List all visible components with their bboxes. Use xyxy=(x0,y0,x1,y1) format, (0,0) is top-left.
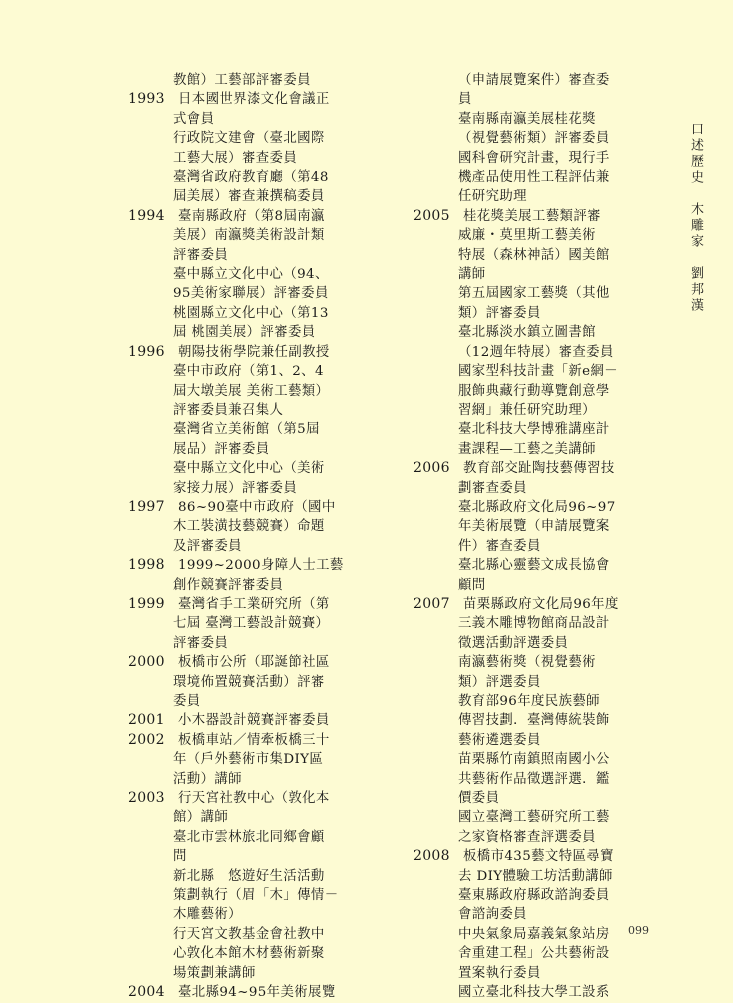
entry-line: 家接力展）評審委員 xyxy=(173,480,298,496)
year-entry xyxy=(128,498,343,556)
entry-line: 臺南縣南瀛美展桂花獎 xyxy=(458,111,596,127)
year-entry xyxy=(128,731,343,789)
entry-line: 館）講師 xyxy=(173,810,229,826)
entry-line: 七屆 臺灣工藝設計競賽） xyxy=(173,616,330,632)
year-entry xyxy=(413,207,633,459)
entry-line: 板橋車站／情牽板橋三十 xyxy=(178,732,330,748)
year-entry xyxy=(413,459,633,595)
entry-line: 共藝術作品徵選評選．鑑 xyxy=(458,771,610,787)
year-entry xyxy=(128,90,343,206)
entry-line: 機產品使用性工程評估兼 xyxy=(458,170,610,186)
entry-line: 評審委員 xyxy=(173,247,229,263)
entry-line: 問 xyxy=(173,849,187,865)
entry-line: 工藝大展）審查委員 xyxy=(173,150,298,166)
entry-line: 評審委員兼召集人 xyxy=(173,402,284,418)
entry-line: 場策劃兼講師 xyxy=(173,965,256,981)
entry-line: 傳習技劃．臺灣傳統裝飾 xyxy=(458,713,610,729)
entry-line: 會諮詢委員 xyxy=(458,907,527,923)
entry-line: 臺中市政府（第1、2、4 xyxy=(173,364,324,380)
entry-line: 劃審查委員 xyxy=(458,480,527,496)
side-title: 口述歷史 木雕家 劉邦漢 xyxy=(688,122,703,314)
left-column xyxy=(128,71,343,1003)
entry-line: 去 DIY體驗工坊活動講師 xyxy=(458,868,613,884)
entry-line: 苗栗縣竹南鎮照南國小公 xyxy=(458,752,610,768)
entry-year: 1993 xyxy=(128,91,165,108)
entry-year: 2008 xyxy=(413,848,450,865)
entry-line: 創作競賽評審委員 xyxy=(173,577,284,593)
entry-line: 畫課程—工藝之美講師 xyxy=(458,441,596,457)
entry-line: 評審委員 xyxy=(173,635,229,651)
entry-line: 顧問 xyxy=(458,577,486,593)
entry-line: 國科會研究計畫，現行手 xyxy=(458,150,610,166)
year-entry xyxy=(128,653,343,711)
entry-line: 臺灣省手工業研究所（第 xyxy=(178,596,330,612)
entry-year: 2002 xyxy=(128,731,165,748)
entry-line: 臺中縣立文化中心（美術 xyxy=(173,461,325,477)
entry-line: 南瀛藝術獎（視覺藝術 xyxy=(458,655,596,671)
entry-year: 1996 xyxy=(128,343,165,360)
entry-year: 2004 xyxy=(128,984,165,1001)
entry-line: 行天宮社教中心（敦化本 xyxy=(178,791,330,807)
entry-line: 員 xyxy=(458,92,472,108)
year-entry xyxy=(413,595,633,847)
entry-year: 1998 xyxy=(128,557,165,574)
entry-year: 1997 xyxy=(128,498,165,515)
entry-line: 心敦化本館木材藝術新聚 xyxy=(173,946,325,962)
entry-line: 類）評選委員 xyxy=(458,674,541,690)
entry-line: 新北縣 悠遊好生活活動 xyxy=(173,868,325,884)
entry-line: 國立臺北科技大學工設系 xyxy=(458,985,610,1001)
entry-line: 式會員 xyxy=(173,111,215,127)
entry-line: 國家型科技計畫「新e網－ xyxy=(458,364,619,380)
entry-year: 2000 xyxy=(128,654,165,671)
year-entry xyxy=(128,789,343,983)
entry-line: 臺北縣94~95年美術展覽 xyxy=(178,985,336,1001)
entry-line: 三義木雕博物館商品設計 xyxy=(458,616,610,632)
entry-line: 置案執行委員 xyxy=(458,965,541,981)
entry-line: 徵選活動評選委員 xyxy=(458,635,569,651)
entry-line: 板橋市435藝文特區尋寶 xyxy=(463,849,614,865)
entry-line: 教育部96年度民族藝師 xyxy=(458,694,600,709)
entry-line: 臺南縣政府（第8屆南瀛 xyxy=(178,208,325,224)
year-entry xyxy=(128,595,343,653)
entry-line: 類）評審委員 xyxy=(458,305,541,321)
entry-line: 木雕藝術） xyxy=(173,907,242,923)
entry-line: 臺北科技大學博雅講座計 xyxy=(458,422,610,438)
entry-line: 臺灣省政府教育廳（第48 xyxy=(173,170,329,186)
entry-line: 服飾典藏行動導覽創意學 xyxy=(458,383,610,399)
entry-line: 中央氣象局嘉義氣象站房 xyxy=(458,926,610,942)
entry-line: 臺北縣淡水鎮立圖書館 xyxy=(458,325,596,341)
entry-line: 板橋市公所（耶誕節社區 xyxy=(178,655,330,671)
entry-line: 行政院文建會（臺北國際 xyxy=(173,131,325,147)
entry-line: 威廉・莫里斯工藝美術 xyxy=(458,228,596,244)
year-entry xyxy=(413,847,633,1002)
entry-line: 桂花獎美展工藝類評審 xyxy=(463,208,601,224)
entry-line: 舍重建工程」公共藝術設 xyxy=(458,946,610,962)
page-number: 099 xyxy=(628,924,649,937)
entry-line: 桃園縣立文化中心（第13 xyxy=(173,305,329,321)
entry-line: 臺北縣政府文化局96~97 xyxy=(458,499,616,515)
entry-line: 臺灣省立美術館（第5屆 xyxy=(173,422,320,438)
entry-year: 2003 xyxy=(128,790,165,807)
entry-year: 2005 xyxy=(413,207,450,224)
entry-line: 年美術展覽（申請展覽案 xyxy=(458,519,610,535)
entry-line: 臺東縣政府縣政諮詢委員 xyxy=(458,888,610,904)
entry-line: 行天宮文教基金會社教中 xyxy=(173,926,325,942)
entry-line: 及評審委員 xyxy=(173,538,242,554)
entry-line: 國立臺灣工藝研究所工藝 xyxy=(458,810,610,826)
entry-line: 朝陽技術學院兼任副教授 xyxy=(178,344,330,360)
entry-line: 美展）南瀛獎美術設計類 xyxy=(173,228,325,244)
entry-line: 委員 xyxy=(173,694,201,709)
year-entry xyxy=(128,207,343,343)
entry-line: （申請展覽案件）審查委 xyxy=(458,73,610,88)
entry-line: 臺北市雲林旅北同鄉會顧 xyxy=(173,829,325,845)
year-entry xyxy=(413,71,633,207)
entry-line: 第五屆國家工藝獎（其他 xyxy=(458,286,610,302)
entry-line: 展品）評審委員 xyxy=(173,441,270,457)
entry-line: 環境佈置競賽活動）評審 xyxy=(173,674,325,690)
entry-line: 活動）講師 xyxy=(173,771,242,787)
entry-line: 策劃執行（眉「木」傳情－ xyxy=(173,888,339,904)
entry-line: 講師 xyxy=(458,267,486,283)
entry-line: 臺中縣立文化中心（94、 xyxy=(173,267,329,283)
entry-line: 特展（森林神話）國美館 xyxy=(458,247,610,263)
entry-line: 86~90臺中市政府（國中 xyxy=(178,499,336,515)
entry-line: 小木器設計競賽評審委員 xyxy=(178,713,330,729)
year-entry xyxy=(128,711,343,730)
year-entry xyxy=(128,556,343,595)
entry-line: （12週年特展）審查委員 xyxy=(458,344,614,360)
entry-line: 藝術遴選委員 xyxy=(458,732,541,748)
entry-line: 年（戶外藝術市集DIY區 xyxy=(173,752,324,768)
entry-year: 1994 xyxy=(128,207,165,224)
entry-year: 2001 xyxy=(128,712,165,729)
entry-line: 苗栗縣政府文化局96年度 xyxy=(463,596,619,612)
entry-line: 屆 桃園美展）評審委員 xyxy=(173,325,316,341)
entry-line: 95美術家聯展）評審委員 xyxy=(173,286,329,302)
entry-line: 價委員 xyxy=(458,791,500,807)
entry-line: （視覺藝術類）評審委員 xyxy=(458,131,610,147)
entry-line: 1999~2000身障人士工藝 xyxy=(178,558,344,574)
entry-line: 屆美展）審查兼撰稿委員 xyxy=(173,189,325,205)
year-entry xyxy=(128,71,343,90)
entry-line: 教育部交趾陶技藝傳習技 xyxy=(463,461,615,477)
entry-line: 臺北縣心靈藝文成長協會 xyxy=(458,558,610,574)
entry-line: 日本國世界漆文化會議正 xyxy=(178,92,330,108)
entry-year: 2006 xyxy=(413,460,450,477)
entry-line: 屆大墩美展 美術工藝類） xyxy=(173,383,330,399)
right-column xyxy=(413,71,633,1003)
entry-line: 任研究助理 xyxy=(458,189,527,205)
entry-year: 2007 xyxy=(413,595,450,612)
entry-line: 之家資格審查評選委員 xyxy=(458,829,596,845)
entry-line: 木工裝潢技藝競賽）命題 xyxy=(173,519,325,535)
entry-line: 習網」兼任研究助理） xyxy=(458,402,596,418)
entry-line: 件）審查委員 xyxy=(458,538,541,554)
year-entry xyxy=(128,343,343,498)
entry-year: 1999 xyxy=(128,595,165,612)
entry-line: 教館）工藝部評審委員 xyxy=(173,73,311,88)
